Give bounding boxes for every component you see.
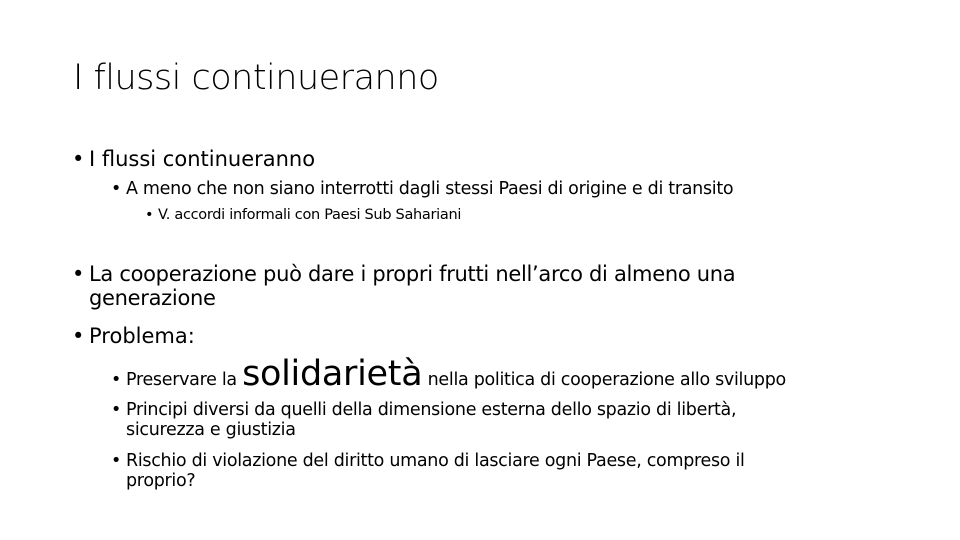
bullet-text-continuation: sicurezza e giustizia: [126, 420, 296, 441]
bullet-item: [72, 324, 195, 348]
bullet-text: A meno che non siano interrotti dagli stessi Paesi di origine e di transito: [126, 179, 734, 199]
bullet-item: [111, 179, 733, 199]
bullet-icon: •: [111, 451, 122, 471]
bullet-text: Rischio di violazione del diritto umano di lasciare ogni Paese, compreso il: [126, 451, 745, 471]
emphasis-word: solidarietà: [242, 354, 423, 394]
bullet-icon: •: [72, 324, 85, 348]
slide-title: I flussi continueranno: [73, 58, 439, 98]
bullet-icon: •: [111, 179, 122, 199]
bullet-icon: •: [72, 147, 85, 171]
bullet-text-after: nella politica di cooperazione allo sviluppo: [422, 370, 786, 390]
bullet-item: [111, 354, 786, 394]
bullet-text-continuation: generazione: [89, 286, 216, 311]
bullet-text: V. accordi informali con Paesi Sub Sahariani: [158, 207, 462, 223]
bullet-icon: •: [145, 207, 154, 223]
bullet-text: Problema:: [89, 324, 195, 348]
bullet-icon: •: [111, 370, 122, 390]
bullet-icon: •: [111, 400, 122, 420]
bullet-text-continuation: proprio?: [126, 471, 196, 492]
bullet-item: [72, 262, 735, 310]
bullet-text: La cooperazione può dare i propri frutti nell’arco di almeno una: [89, 262, 736, 286]
bullet-icon: •: [72, 262, 85, 286]
bullet-item: [72, 147, 315, 171]
bullet-item: [145, 207, 461, 224]
bullet-text-before: Preservare la: [126, 370, 243, 390]
bullet-item: [111, 451, 745, 491]
bullet-text: I flussi continueranno: [89, 147, 316, 171]
bullet-item: [111, 400, 736, 440]
bullet-text: Principi diversi da quelli della dimensione esterna dello spazio di libertà,: [126, 400, 737, 420]
